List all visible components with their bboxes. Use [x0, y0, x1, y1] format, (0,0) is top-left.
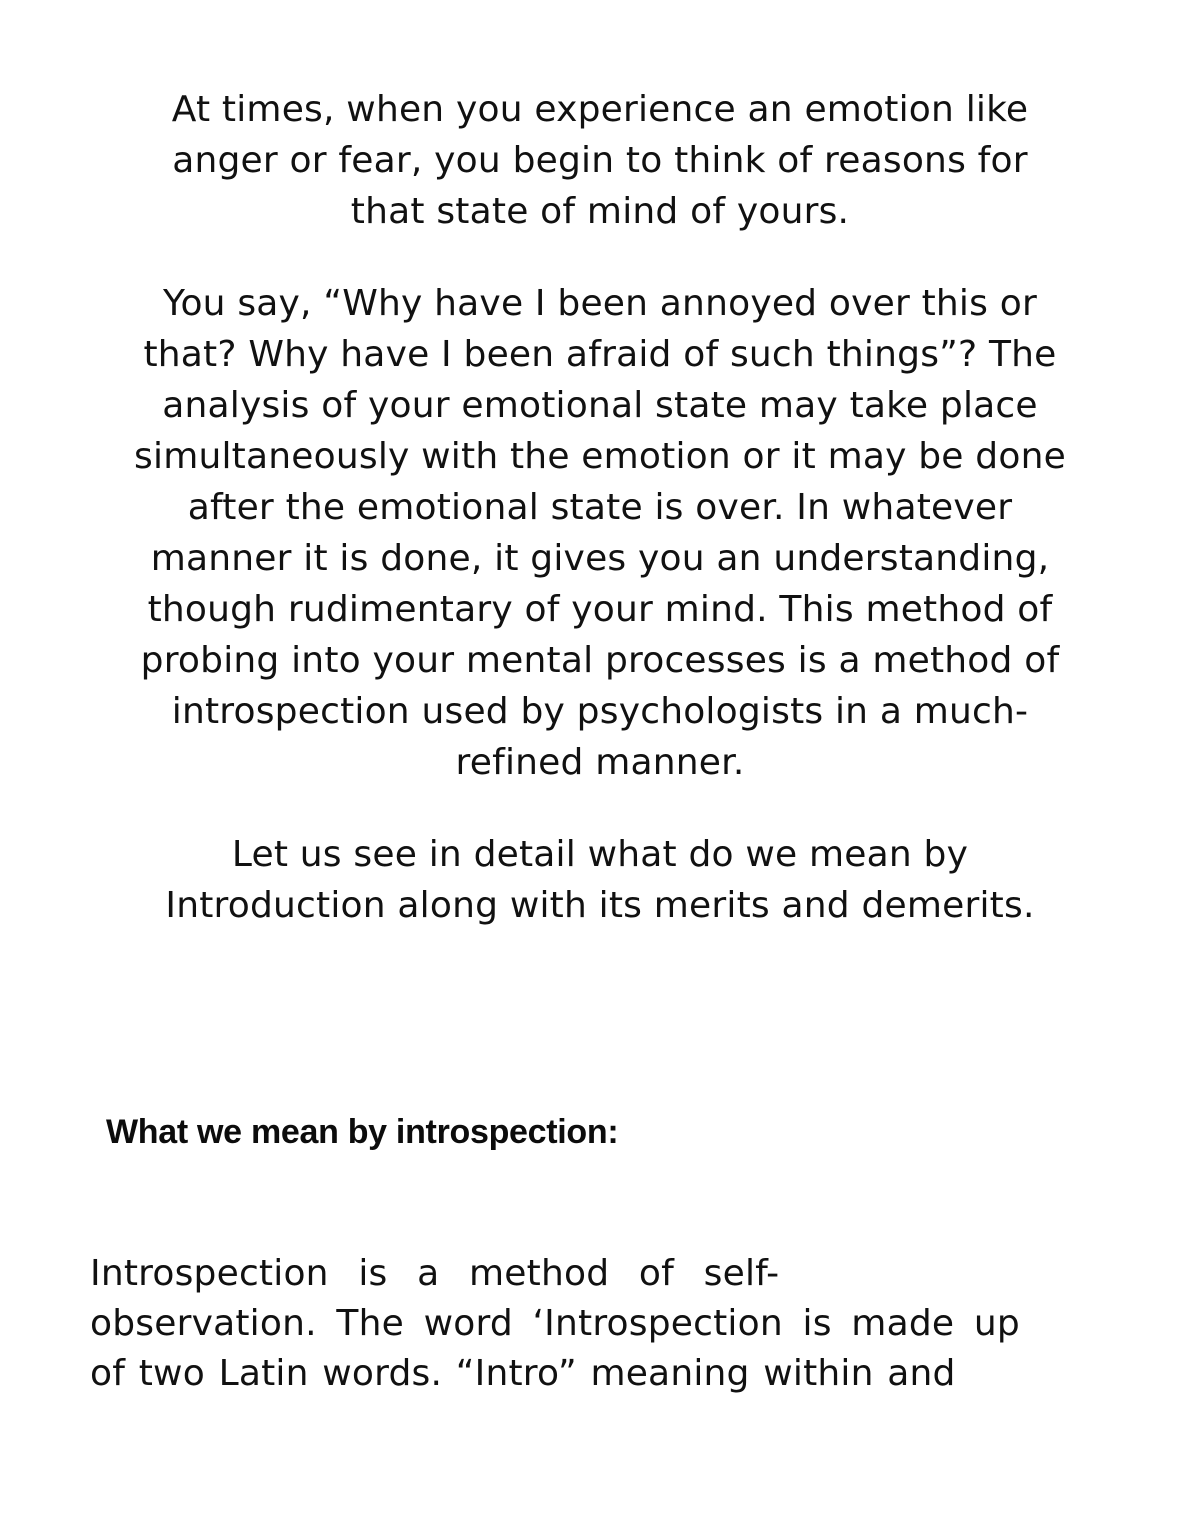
- text-line: At times, when you experience an emotion like: [171, 89, 1029, 130]
- text-line: observation. The word ‘Introspection is made up: [90, 1303, 1020, 1344]
- text-line: that state of mind of yours.: [350, 191, 850, 232]
- intro-paragraph: [60, 84, 1140, 237]
- text-line: anger or fear, you begin to think of reasons for: [172, 140, 1028, 181]
- text-line: Introduction along with its merits and demerits.: [165, 885, 1035, 926]
- analysis-paragraph: [60, 278, 1140, 788]
- text-line: Let us see in detail what do we mean by: [231, 834, 969, 875]
- text-line: You say, “Why have I been annoyed over this or: [163, 283, 1037, 324]
- text-line: of two Latin words. “Intro” meaning within and: [90, 1353, 956, 1394]
- text-line: Introspection is a method of self-: [90, 1253, 780, 1294]
- overview-paragraph: [60, 829, 1140, 931]
- definition-paragraph: [90, 1249, 1130, 1399]
- text-line: manner it is done, it gives you an understanding,: [150, 538, 1050, 579]
- text-line: introspection used by psychologists in a much-: [171, 691, 1029, 732]
- text-line: analysis of your emotional state may take place: [162, 385, 1038, 426]
- text-line: though rudimentary of your mind. This method of: [147, 589, 1053, 630]
- text-line: that? Why have I been afraid of such things”? The: [143, 334, 1057, 375]
- text-line: probing into your mental processes is a method of: [140, 640, 1060, 681]
- text-line: simultaneously with the emotion or it may be done: [134, 436, 1066, 477]
- section-heading: What we mean by introspection:: [106, 1113, 619, 1151]
- text-line: after the emotional state is over. In whatever: [187, 487, 1013, 528]
- text-line: refined manner.: [455, 742, 745, 783]
